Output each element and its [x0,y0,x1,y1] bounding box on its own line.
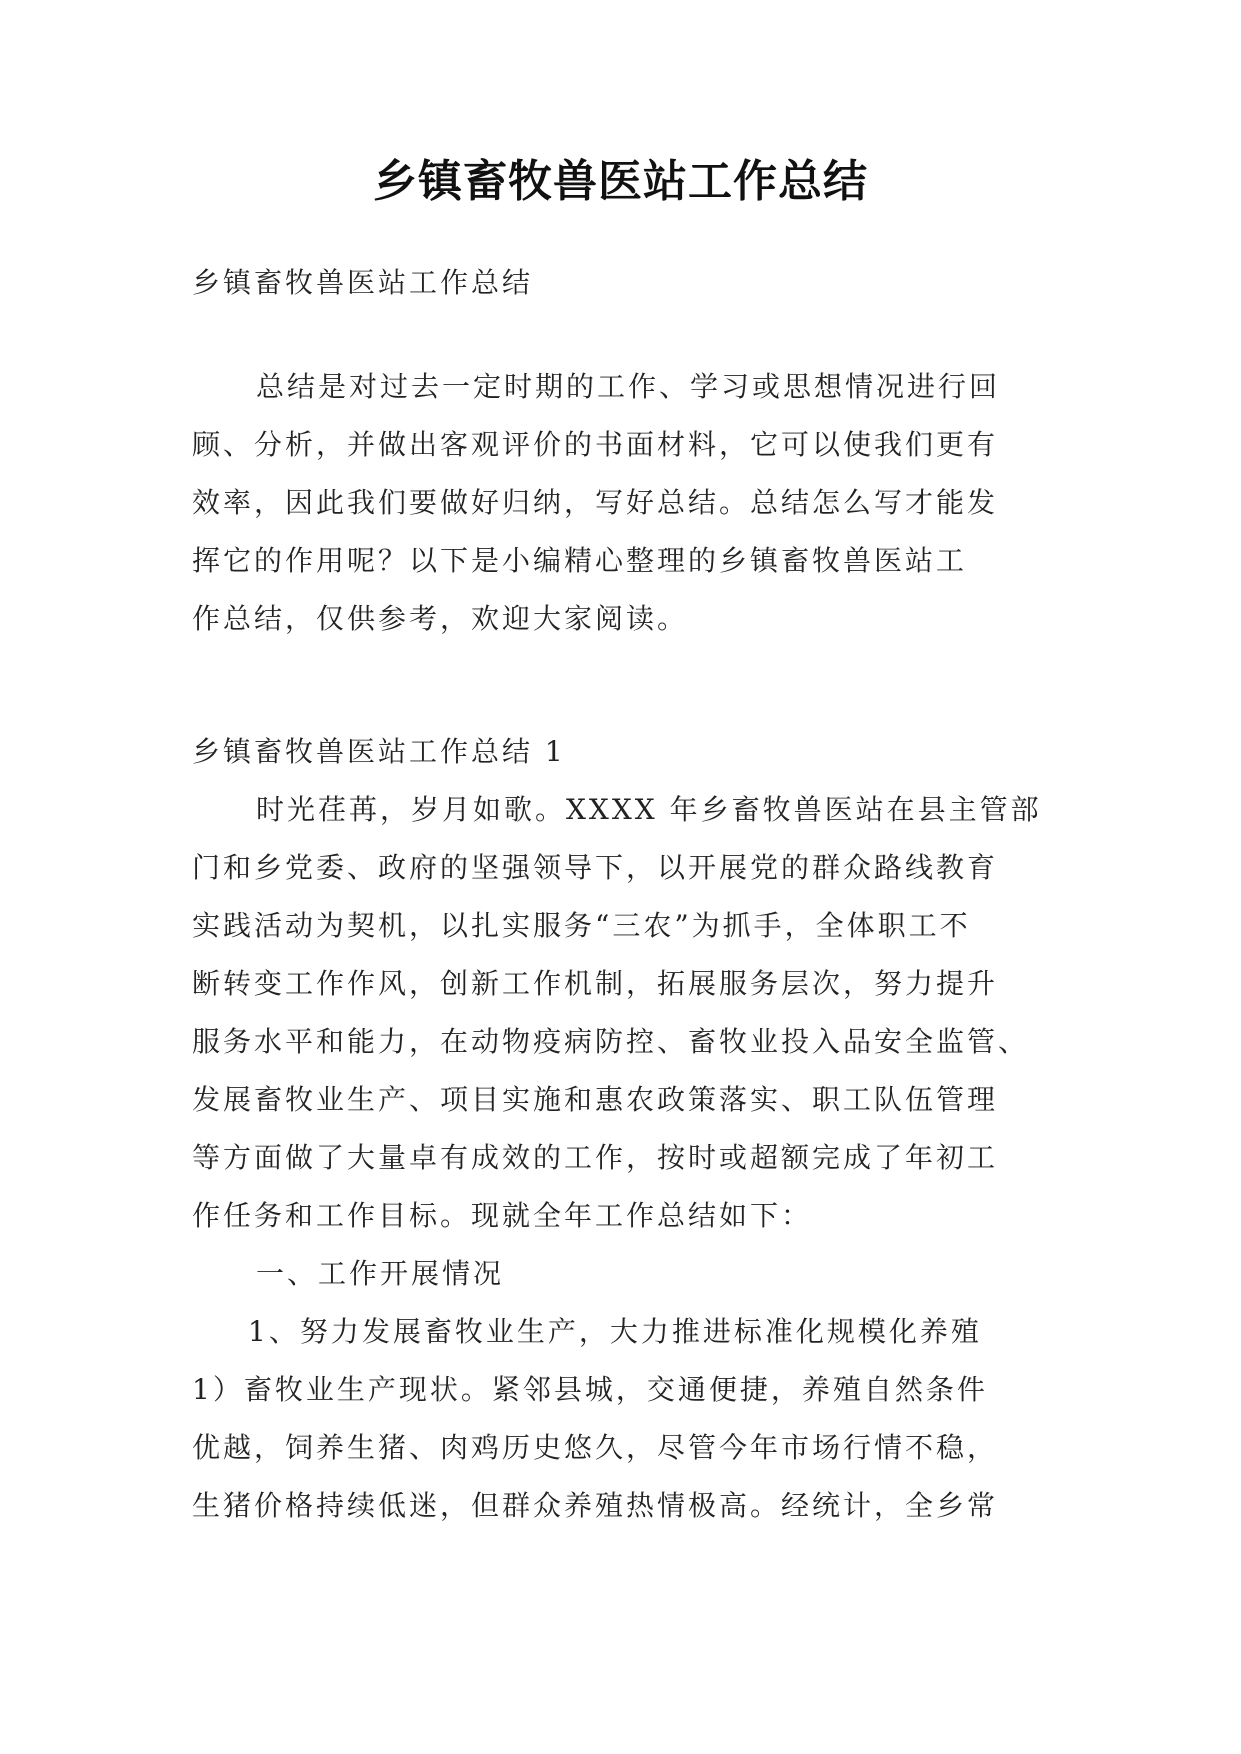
intro-line: 作总结，仅供参考，欢迎大家阅读。 [192,602,689,635]
body-line: 门和乡党委、政府的坚强领导下，以开展党的群众路线教育 [192,851,999,884]
document-subtitle: 乡镇畜牧兽医站工作总结 [192,266,534,299]
tail-line: 1）畜牧业生产现状。紧邻县城，交通便捷，养殖自然条件 [192,1373,988,1406]
intro-line: 效率，因此我们要做好归纳，写好总结。总结怎么写才能发 [192,486,999,519]
body-line: 等方面做了大量卓有成效的工作，按时或超额完成了年初工 [192,1141,999,1174]
subsection-item: 1、努力发展畜牧业生产，大力推进标准化规模化养殖 [248,1315,982,1348]
intro-line: 总结是对过去一定时期的工作、学习或思想情况进行回 [256,370,1001,403]
document-subtitle-block [192,254,1050,312]
section-heading: 乡镇畜牧兽医站工作总结 1 [192,735,566,768]
tail-line: 优越，饲养生猪、肉鸡历史悠久，尽管今年市场行情不稳， [192,1431,999,1464]
body-line: 发展畜牧业生产、项目实施和惠农政策落实、职工队伍管理 [192,1083,999,1116]
body-line: 服务水平和能力，在动物疫病防控、畜牧业投入品安全监管、 [192,1025,1030,1058]
document-title: 乡镇畜牧兽医站工作总结 [373,156,868,207]
tail-line: 生猪价格持续低迷，但群众养殖热情极高。经统计，全乡常 [192,1489,999,1522]
body-line: 实践活动为契机，以扎实服务“三农”为抓手，全体职工不 [192,909,971,942]
section-block [192,723,1050,1535]
body-line: 时光荏苒，岁月如歌。XXXX 年乡畜牧兽医站在县主管部 [256,793,1042,826]
intro-line: 顾、分析，并做出客观评价的书面材料，它可以使我们更有 [192,428,999,461]
intro-line: 挥它的作用呢？以下是小编精心整理的乡镇畜牧兽医站工 [192,544,968,577]
body-line: 断转变工作作风，创新工作机制，拓展服务层次，努力提升 [192,967,999,1000]
body-line: 作任务和工作目标。现就全年工作总结如下： [192,1199,813,1232]
intro-paragraph [192,358,1050,648]
subsection-heading: 一、工作开展情况 [256,1257,505,1290]
